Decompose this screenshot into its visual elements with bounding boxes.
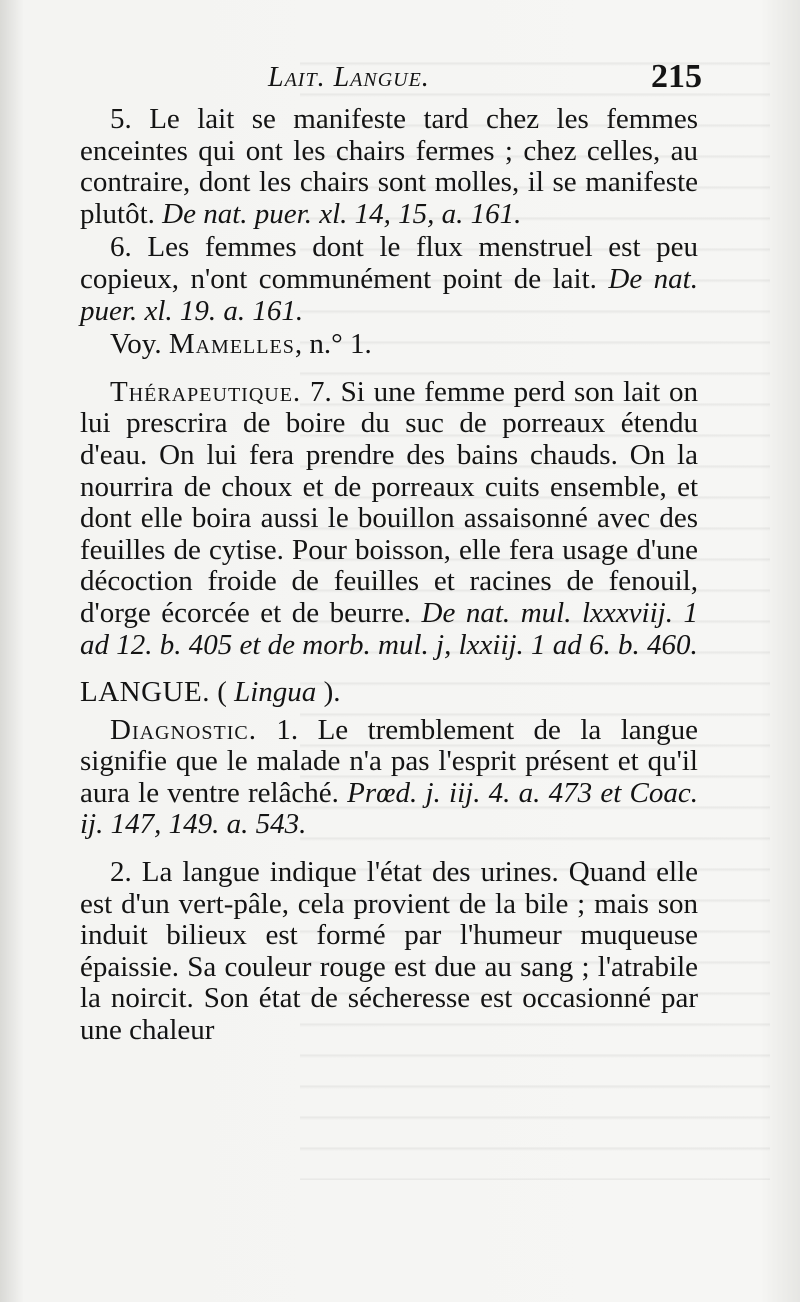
citation: De nat. puer. xl. 19. a. 161.: [80, 262, 698, 327]
entry-title: LANGUE.: [80, 676, 210, 709]
paragraph-2: [80, 857, 698, 1047]
cross-reference: [80, 329, 698, 361]
page-header: [80, 58, 712, 102]
paragraph-text: 6. Les femmes dont le flux menstruel est peu copieux, n'ont communément point de lait.: [80, 231, 698, 295]
voy-label: Voy.: [110, 328, 169, 361]
page-body: [80, 104, 698, 1047]
paren-close: ).: [316, 676, 341, 709]
citation: De nat. mul. lxxxviij. 1 ad 12. b. 405 et de morb. mul. j, lxxiij. 1 ad 6. b. 460.: [80, 596, 698, 661]
paragraph-1: [80, 715, 698, 841]
citation: De nat. puer. xl. 14, 15, a. 161.: [162, 197, 522, 230]
paragraph-6: [80, 232, 698, 327]
paren-open: (: [209, 676, 235, 709]
paragraph-text: 7. Si une femme perd son lait on lui prescrira de boire du suc de porreaux étendu d'eau. On lui fera prendre des bains chauds. On la nourrira de choux et de porreaux cuits ensemble, et dont elle boira aussi le bouillon assaisonné avec des feuilles de cytise. Pour boisson, elle fera usage d'une décoction froide de feuilles et racines de fenouil, d'orge écorcée et de beurre.: [80, 375, 698, 629]
paragraph-5: [80, 104, 698, 230]
page-number: 215: [651, 58, 702, 95]
paragraph-text: 2. La langue indique l'état des urines. Quand elle est d'un vert-pâle, cela provient de la bile ; mais son induit bilieux est formé par l'humeur muqueuse épaissie. Sa couleur rouge est due au sang ; l'atrabile la noircit. Son état de sécheresse est occasionné par une chaleur: [80, 856, 698, 1047]
section-label: Diagnostic.: [110, 713, 257, 746]
paragraph-text: 5. Le lait se manifeste tard chez les femmes enceintes qui ont les chairs fermes ; chez celles, au contraire, dont les chairs sont molles, il se manifeste plutôt.: [80, 103, 698, 230]
reference-number: , n.° 1.: [294, 328, 372, 361]
entry-latin: Lingua: [234, 676, 317, 709]
citation: Prœd. j. iij. 4. a. 473 et Coac. ij. 147, 149. a. 543.: [80, 776, 698, 841]
reference-term: Mamelles: [168, 328, 295, 361]
running-title: Lait. Langue.: [268, 62, 430, 93]
paragraph-text: 1. Le tremblement de la langue signifie que le malade n'a pas l'esprit présent et qu'il aura le ventre relâché.: [80, 713, 698, 809]
section-label: Thérapeutique.: [110, 375, 302, 408]
paragraph-7: [80, 377, 698, 661]
entry-heading: [80, 677, 698, 709]
